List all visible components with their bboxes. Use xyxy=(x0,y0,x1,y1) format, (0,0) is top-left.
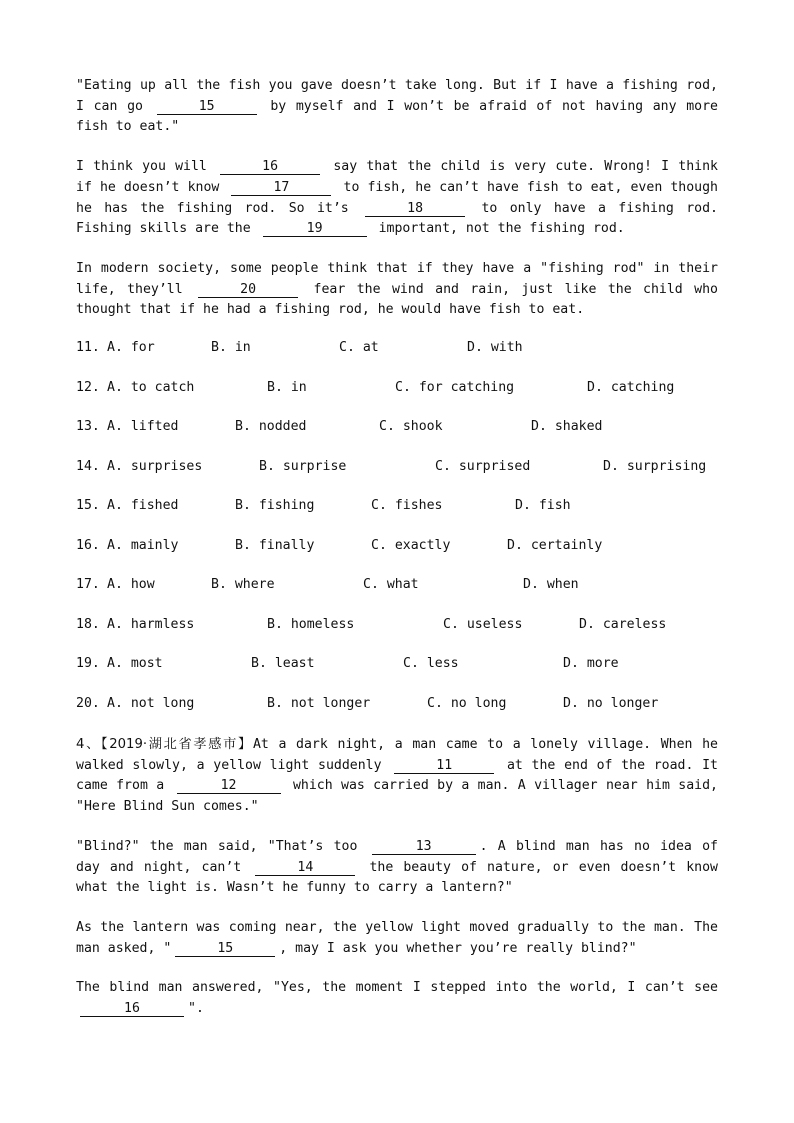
option-a[interactable]: A. harmless xyxy=(107,616,195,632)
option-b[interactable]: B. surprise xyxy=(259,458,347,474)
answer-blank-15[interactable]: 15 xyxy=(157,99,257,115)
text: ". xyxy=(188,1001,204,1017)
question-number: 14. xyxy=(76,458,100,474)
option-d[interactable]: D. fish xyxy=(515,498,571,514)
option-d[interactable]: D. more xyxy=(563,656,619,672)
text: "Eating up all the fish you gave doesn’t take long. But if I have a fishing rod, I can go xyxy=(76,78,718,114)
option-c[interactable]: C. surprised xyxy=(435,458,531,474)
option-c[interactable]: C. no long xyxy=(427,695,507,711)
option-d[interactable]: D. surprising xyxy=(603,458,707,474)
text: important, not the fishing rod. xyxy=(378,221,625,237)
option-d[interactable]: D. shaked xyxy=(531,419,603,435)
option-row-12 xyxy=(76,380,718,400)
passage2-paragraph-1 xyxy=(76,735,718,818)
question-number: 20. xyxy=(76,695,100,711)
text: by myself and I won’t be afraid of not having any more fish to eat." xyxy=(76,98,718,135)
text: say that the child is very cute. Wrong! I think if he doesn’t know xyxy=(76,159,718,195)
option-d[interactable]: D. certainly xyxy=(507,537,603,553)
option-b[interactable]: B. not longer xyxy=(267,695,371,711)
option-b[interactable]: B. nodded xyxy=(235,419,307,435)
answer-blank-19[interactable]: 19 xyxy=(263,221,367,237)
answer-blank-11[interactable]: 11 xyxy=(394,758,494,774)
option-a[interactable]: A. not long xyxy=(107,695,195,711)
answer-blank-13[interactable]: 13 xyxy=(372,839,476,855)
answer-blank-18[interactable]: 18 xyxy=(365,201,465,217)
text: which was carried by a man. A villager near him said, "Here Blind Sun comes." xyxy=(76,778,718,815)
answer-blank-16[interactable]: 16 xyxy=(220,159,320,175)
option-row-13 xyxy=(76,419,718,439)
option-b[interactable]: B. fishing xyxy=(235,498,315,514)
option-d[interactable]: D. with xyxy=(467,340,523,356)
question-number: 11. xyxy=(76,340,100,356)
option-c[interactable]: C. what xyxy=(363,577,419,593)
document-page xyxy=(76,76,718,1039)
option-b[interactable]: B. in xyxy=(267,379,307,395)
option-b[interactable]: B. where xyxy=(211,577,275,593)
question-number: 16. xyxy=(76,537,100,553)
option-c[interactable]: C. fishes xyxy=(371,498,443,514)
option-a[interactable]: A. mainly xyxy=(107,537,179,553)
text: As the lantern was coming near, the yellow light moved gradually to the man. The man asked, " xyxy=(76,919,718,956)
option-d[interactable]: D. when xyxy=(523,577,579,593)
answer-blank-20[interactable]: 20 xyxy=(198,282,298,298)
option-row-18 xyxy=(76,617,718,637)
text: I think you will xyxy=(76,159,207,175)
option-a[interactable]: A. most xyxy=(107,656,163,672)
question-number: 19. xyxy=(76,656,100,672)
option-c[interactable]: C. at xyxy=(339,340,379,356)
option-d[interactable]: D. catching xyxy=(587,379,675,395)
option-a[interactable]: A. how xyxy=(107,577,155,593)
option-d[interactable]: D. careless xyxy=(579,616,667,632)
text: at the end of the road. It came from a xyxy=(76,757,718,794)
passage2-paragraph-4 xyxy=(76,978,718,1019)
option-a[interactable]: A. lifted xyxy=(107,419,179,435)
text: In modern society, some people think that if they have a "fishing rod" in their life, they’ll xyxy=(76,260,718,297)
question-number: 17. xyxy=(76,577,100,593)
passage1-paragraph-2 xyxy=(76,157,718,240)
passage1-paragraph-1 xyxy=(76,76,718,138)
option-b[interactable]: B. finally xyxy=(235,537,315,553)
answer-blank-16b[interactable]: 16 xyxy=(80,1001,184,1017)
text: fear the wind and rain, just like the child who thought that if he had a fishing rod, he would have fish to eat. xyxy=(76,281,718,318)
text: At a dark night, a man came to a lonely village. When he walked slowly, a yellow light suddenly xyxy=(76,737,718,773)
option-c[interactable]: C. less xyxy=(403,656,459,672)
option-row-19 xyxy=(76,656,718,676)
text: to fish, he can’t have fish to eat, even though he has the fishing rod. So it’s xyxy=(76,179,718,216)
passage1-paragraph-3 xyxy=(76,259,718,321)
option-c[interactable]: C. shook xyxy=(379,419,443,435)
question-number: 18. xyxy=(76,616,100,632)
option-row-16 xyxy=(76,538,718,558)
text: to only have a fishing rod. Fishing skills are the xyxy=(76,200,718,237)
option-d[interactable]: D. no longer xyxy=(563,695,659,711)
option-row-14 xyxy=(76,459,718,479)
option-row-15 xyxy=(76,498,718,518)
option-a[interactable]: A. for xyxy=(107,340,155,356)
option-row-11 xyxy=(76,340,718,360)
text: , may I ask you whether you’re really blind?" xyxy=(279,940,637,956)
option-b[interactable]: B. least xyxy=(251,656,315,672)
option-a[interactable]: A. to catch xyxy=(107,379,195,395)
option-a[interactable]: A. fished xyxy=(107,498,179,514)
answer-blank-17[interactable]: 17 xyxy=(231,180,331,196)
question-label: 4、【2019·湖北省孝感市】 xyxy=(76,737,253,753)
answer-blank-14[interactable]: 14 xyxy=(255,860,355,876)
question-number: 12. xyxy=(76,379,100,395)
option-row-20 xyxy=(76,696,718,716)
answer-options xyxy=(76,340,718,716)
option-b[interactable]: B. in xyxy=(211,340,251,356)
passage2-paragraph-3 xyxy=(76,918,718,959)
question-number: 13. xyxy=(76,419,100,435)
question-number: 15. xyxy=(76,498,100,514)
answer-blank-12[interactable]: 12 xyxy=(177,778,281,794)
option-c[interactable]: C. useless xyxy=(443,616,523,632)
text: the beauty of nature, or even doesn’t know what the light is. Wasn’t he funny to carry a lantern?" xyxy=(76,859,718,896)
text: The blind man answered, "Yes, the moment I stepped into the world, I can’t see xyxy=(76,980,718,996)
option-b[interactable]: B. homeless xyxy=(267,616,355,632)
option-c[interactable]: C. for catching xyxy=(395,379,515,395)
text: . A blind man has no idea of day and night, can’t xyxy=(76,838,718,875)
option-a[interactable]: A. surprises xyxy=(107,458,203,474)
text: "Blind?" the man said, "That’s too xyxy=(76,838,358,854)
answer-blank-15b[interactable]: 15 xyxy=(175,941,275,957)
passage2-paragraph-2 xyxy=(76,837,718,899)
option-row-17 xyxy=(76,577,718,597)
option-c[interactable]: C. exactly xyxy=(371,537,451,553)
